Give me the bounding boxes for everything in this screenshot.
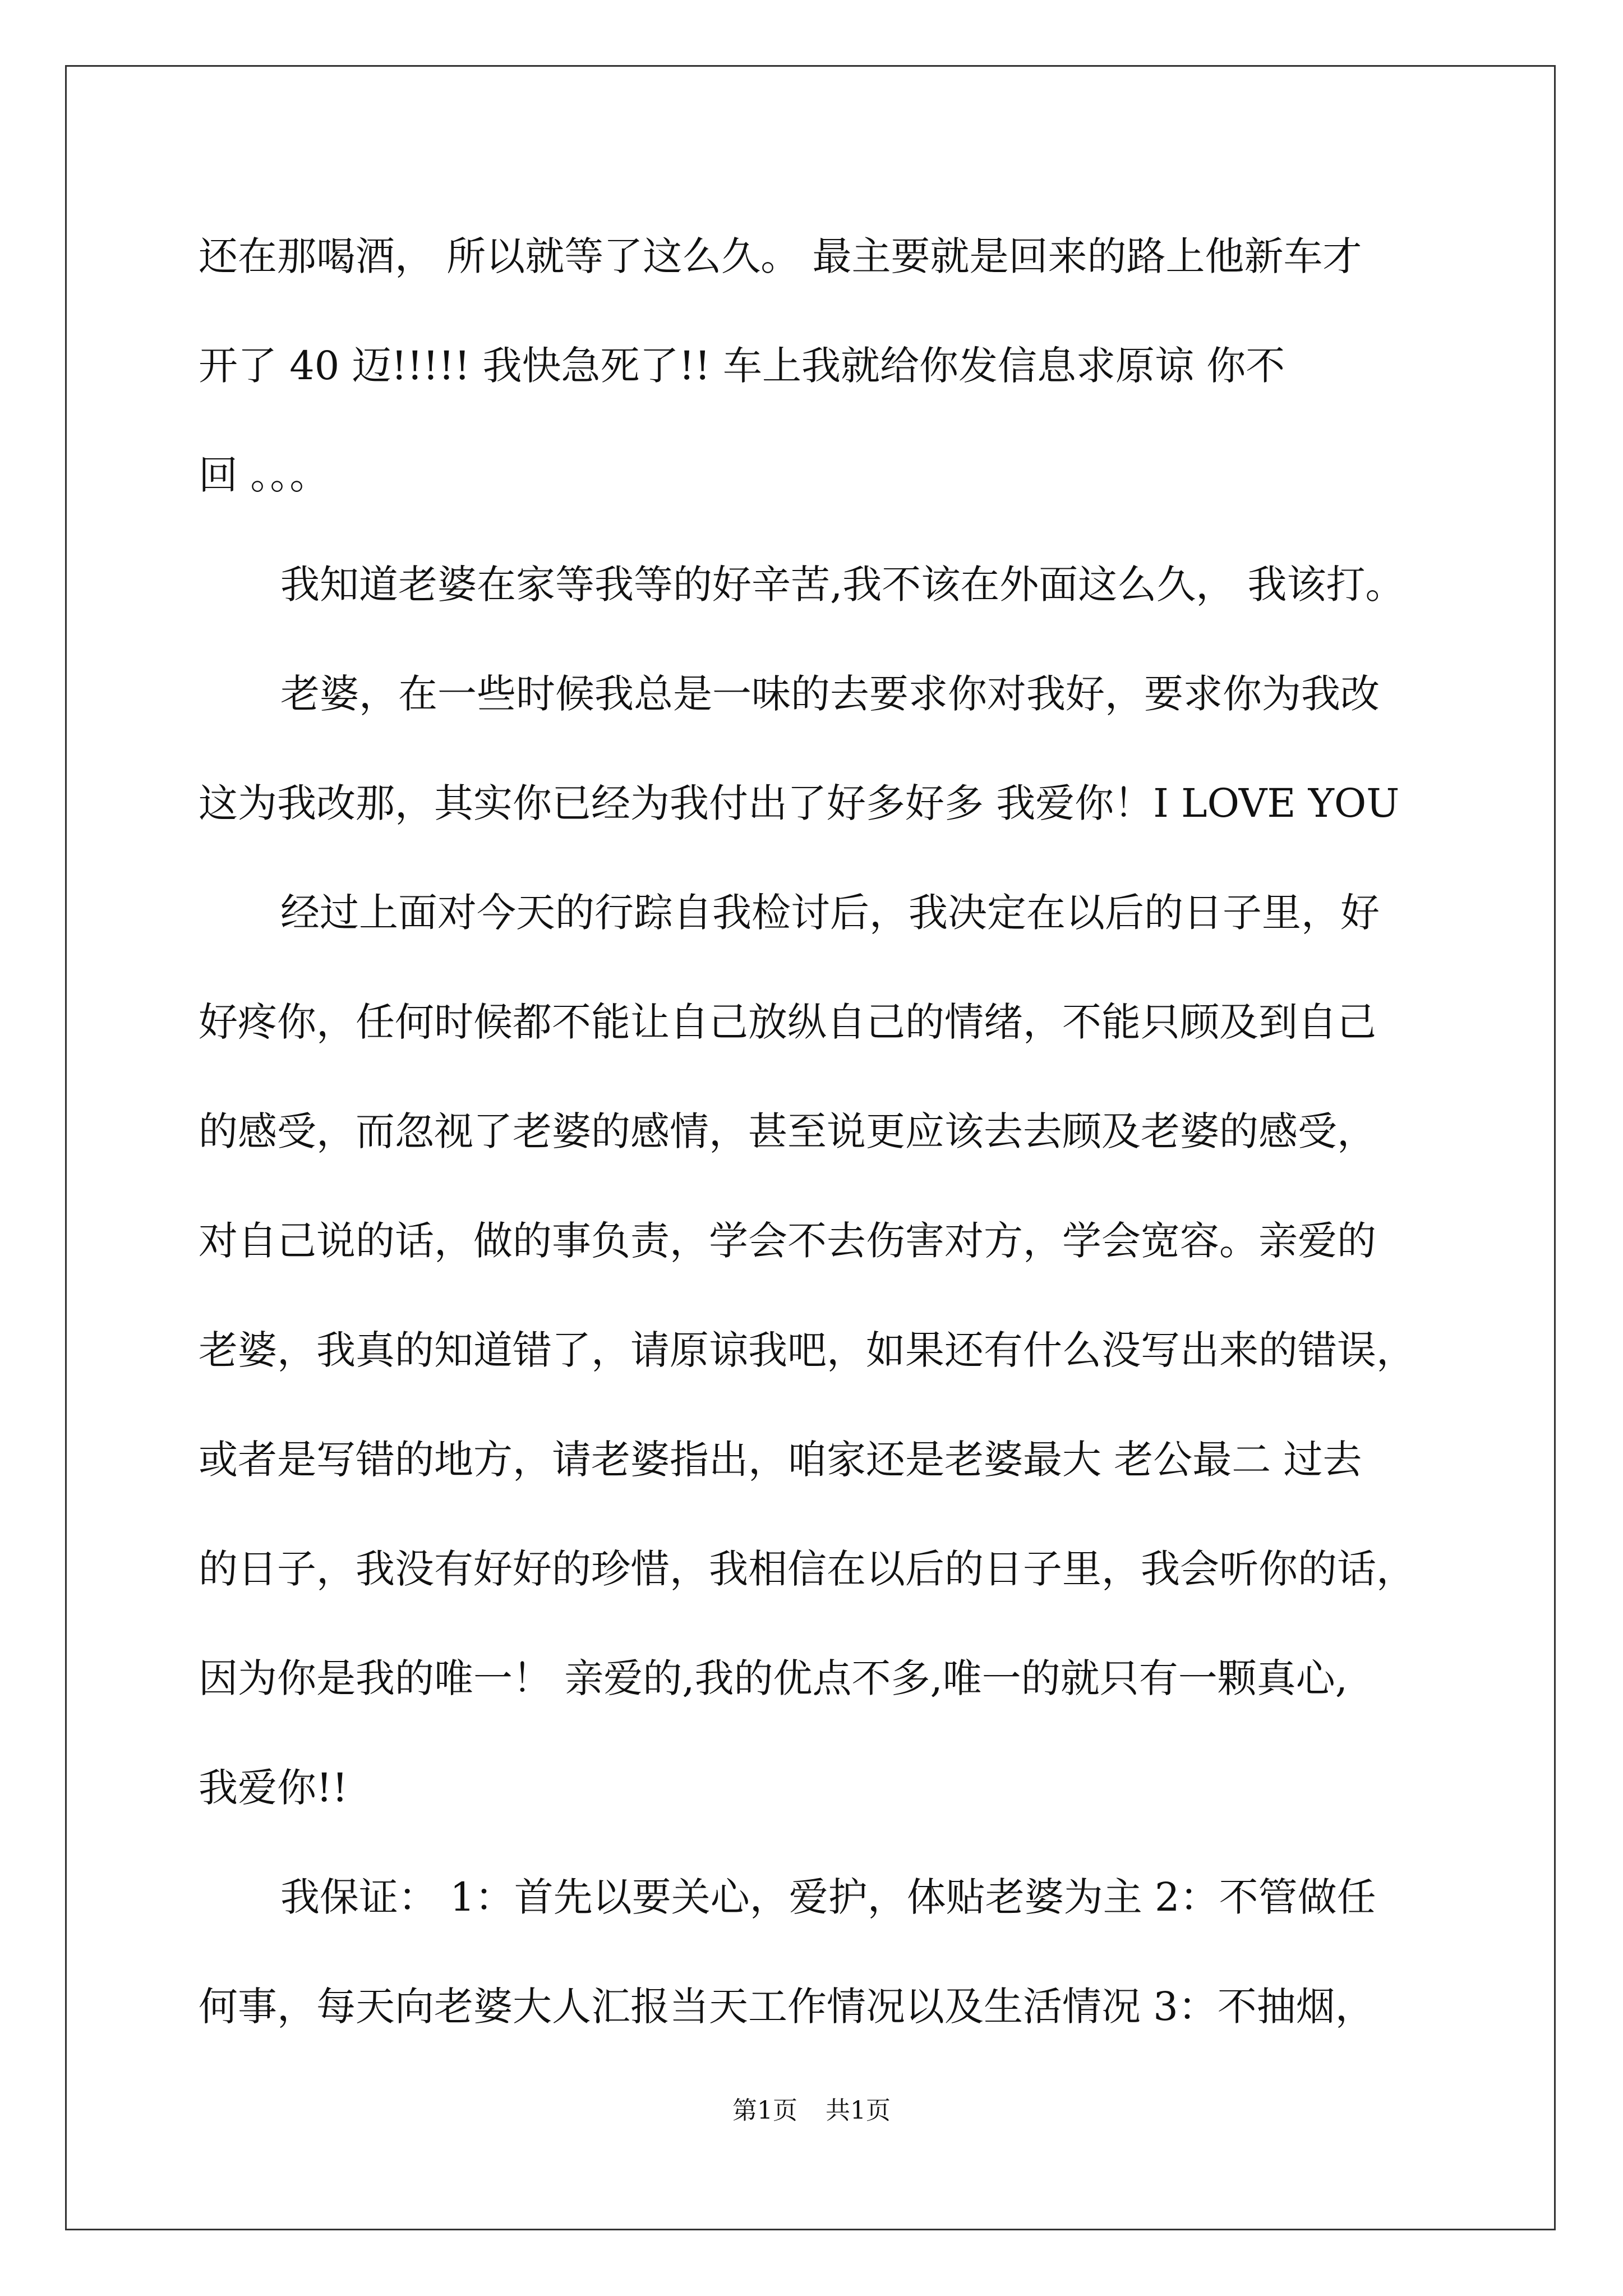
page-footer: [0, 2090, 1623, 2126]
text-line: 开了 40 迈!!!!! 我快急死了!! 车上我就给你发信息求原谅 你不: [199, 343, 1285, 389]
text-line: 我保证： 1：首先以要关心，爱护，体贴老婆为主 2：不管做任: [280, 1874, 1376, 1920]
text-line: 的感受，而忽视了老婆的感情，甚至说更应该去去顾及老婆的感受，: [199, 1108, 1376, 1154]
text-line: 何事，每天向老婆大人汇报当天工作情况以及生活情况 3：不抽烟，: [199, 1984, 1375, 2030]
page-number: 第1页: [732, 2096, 797, 2125]
document-body: [199, 202, 1432, 2062]
text-line: 好疼你，任何时候都不能让自己放纵自己的情绪，不能只顾及到自己: [199, 999, 1376, 1045]
text-line: 我爱你!!: [199, 1765, 348, 1811]
text-line: 经过上面对今天的行踪自我检讨后，我决定在以后的日子里，好: [280, 890, 1380, 936]
text-line: 对自己说的话，做的事负责，学会不去伤害对方，学会宽容。亲爱的: [199, 1218, 1376, 1264]
text-line: 因为你是我的唯一！ 亲爱的,我的优点不多,唯一的就只有一颗真心,: [199, 1655, 1348, 1701]
text-line: 回 。。。: [199, 452, 329, 498]
page-total: 共1页: [826, 2096, 891, 2125]
text-line: 或者是写错的地方，请老婆指出，咱家还是老婆最大 老公最二 过去: [199, 1437, 1362, 1483]
text-line: 这为我改那，其实你已经为我付出了好多好多 我爱你！I LOVE YOU: [199, 780, 1400, 826]
text-line: 老婆，在一些时候我总是一味的去要求你对我好，要求你为我改: [280, 671, 1380, 717]
text-line: 还在那喝酒， 所以就等了这么久。 最主要就是回来的路上他新车才: [199, 233, 1362, 279]
text-line: 我知道老婆在家等我等的好辛苦,我不该在外面这么久， 我该打。: [280, 562, 1405, 608]
text-line: 老婆，我真的知道错了，请原谅我吧，如果还有什么没写出来的错误，: [199, 1327, 1415, 1373]
text-line: 的日子，我没有好好的珍惜，我相信在以后的日子里，我会听你的话，: [199, 1546, 1415, 1592]
